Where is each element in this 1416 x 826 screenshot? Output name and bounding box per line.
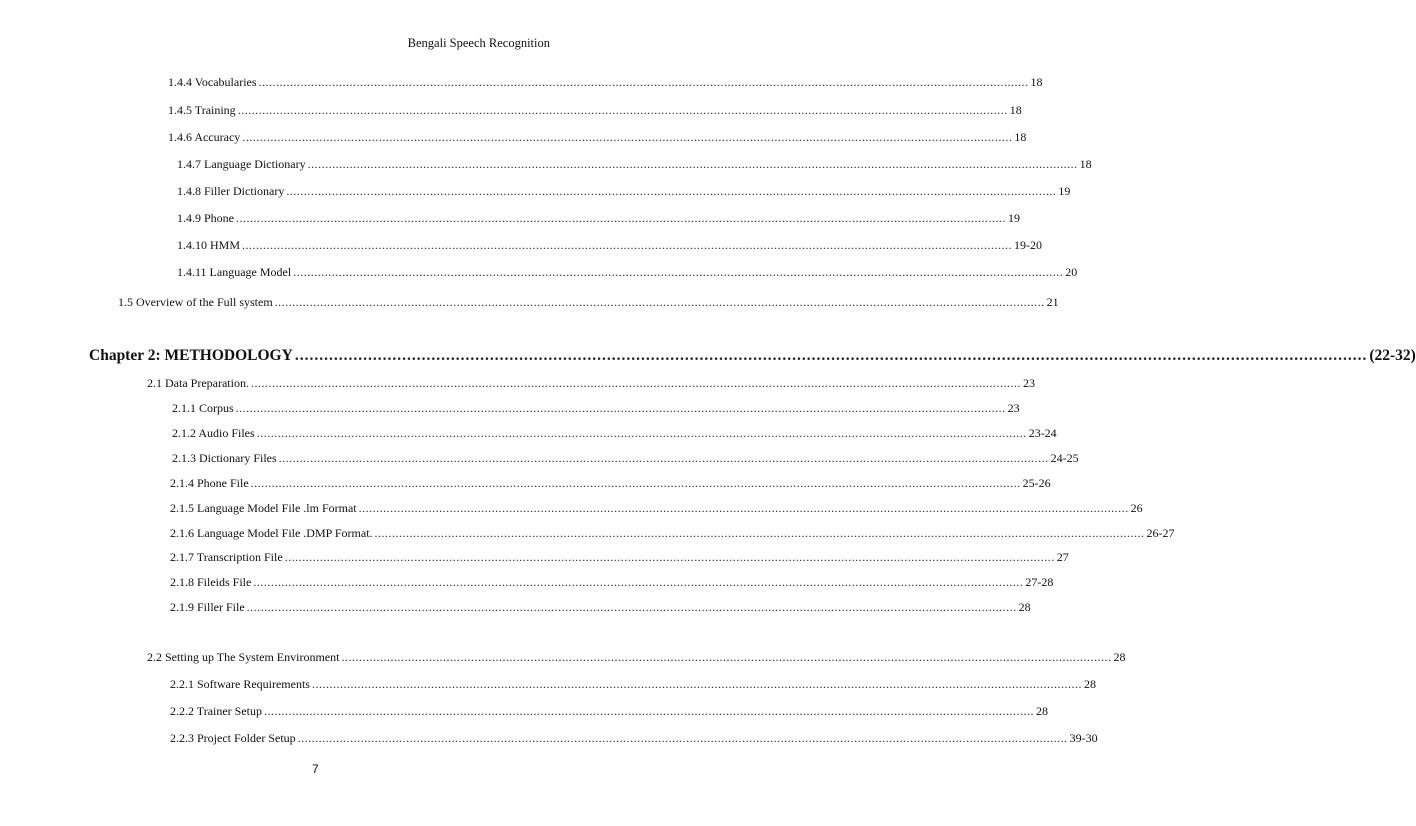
toc-entry-label: 2.2.1 Software Requirements xyxy=(170,677,310,691)
dot-leader: ............................................................................................................................................................................................................................ xyxy=(293,265,1064,279)
dot-leader: ............................................................................................................................................................................................................................ xyxy=(253,575,1024,589)
toc-entry-label: 1.4.4 Vocabularies xyxy=(168,75,257,89)
toc-entry xyxy=(168,130,1027,145)
toc-entry xyxy=(170,550,1069,565)
dot-leader: ............................................................................................................................................................................................................................ xyxy=(358,501,1129,515)
toc-entry-page: 18 xyxy=(1014,130,1027,144)
toc-entry-label: 1.4.6 Accuracy xyxy=(168,130,241,144)
toc-entry-label: 1.4.10 HMM xyxy=(177,238,241,252)
chapter-page-range: (22-32) xyxy=(1369,347,1416,364)
running-header: Bengali Speech Recognition xyxy=(407,36,550,50)
toc-entry-label: 2.1.5 Language Model File .lm Format xyxy=(170,501,357,515)
chapter-title: Chapter 2: METHODOLOGY xyxy=(89,347,293,364)
dot-leader: ............................................................................................................................................................................................................................ xyxy=(374,526,1145,540)
toc-entry-page: 23 xyxy=(1022,376,1035,390)
toc-chapter-heading xyxy=(89,347,1416,365)
toc-entry-page: 19 xyxy=(1058,184,1071,198)
toc-entry-page: 28 xyxy=(1018,600,1031,614)
toc-entry xyxy=(177,211,1020,226)
dot-leader: ............................................................................................................................................................................................................................ xyxy=(307,157,1078,171)
toc-entry xyxy=(170,501,1143,516)
dot-leader: ............................................................................................................................................................................................................................ xyxy=(258,75,1029,89)
toc-entry-page: 18 xyxy=(1030,75,1043,89)
toc-entry-page: 23 xyxy=(1007,401,1020,415)
toc-entry xyxy=(170,600,1031,615)
dot-leader: ............................................................................................................................................................................................................................ xyxy=(256,426,1027,440)
dot-leader: ............................................................................................................................................................................................................................ xyxy=(242,238,1013,252)
dot-leader: ............................................................................................................................................................................................................................ xyxy=(237,103,1008,117)
toc-entry xyxy=(177,265,1078,280)
toc-entry-label: 1.4.11 Language Model xyxy=(177,265,292,279)
toc-entry-page: 18 xyxy=(1079,157,1092,171)
toc-entry xyxy=(177,157,1092,172)
dot-leader: ............................................................................................................................................................................................................................ xyxy=(250,376,1021,390)
toc-entry-label: 1.4.7 Language Dictionary xyxy=(177,157,306,171)
toc-entry-label: 2.1.6 Language Model File .DMP Format. xyxy=(170,526,373,540)
page-number: 7 xyxy=(312,762,319,776)
toc-entry-page: 26 xyxy=(1130,501,1143,515)
dot-leader: ............................................................................................................................................................................................................................ xyxy=(242,130,1013,144)
toc-entry-label: 2.2.2 Trainer Setup xyxy=(170,704,263,718)
dot-leader: ............................................................................................................................................................................................................................ xyxy=(311,677,1082,691)
toc-section-entry xyxy=(147,376,1035,391)
toc-entry xyxy=(172,451,1079,466)
toc-entry-label: 2.2.3 Project Folder Setup xyxy=(170,731,296,745)
toc-entry xyxy=(170,704,1049,719)
dot-leader: ............................................................................................................................................................................................................................ xyxy=(250,476,1021,490)
toc-entry-label: 2.1.7 Transcription File xyxy=(170,550,283,564)
dot-leader: ............................................................................................................................................................................................................................ xyxy=(246,600,1017,614)
toc-entry-label: 2.1.2 Audio Files xyxy=(172,426,255,440)
toc-entry-label: 1.4.9 Phone xyxy=(177,211,234,225)
toc-entry-page: 28 xyxy=(1036,704,1049,718)
toc-entry xyxy=(172,426,1057,441)
toc-entry-label: 2.1 Data Preparation. xyxy=(147,376,249,390)
toc-entry-page: 39-30 xyxy=(1069,731,1098,745)
toc-entry-page: 20 xyxy=(1065,265,1078,279)
toc-entry-page: 18 xyxy=(1009,103,1022,117)
toc-entry-label: 1.5 Overview of the Full system xyxy=(118,295,273,309)
dot-leader: ............................................................................................................................................................................................................................ xyxy=(297,731,1068,745)
toc-entry xyxy=(177,238,1043,253)
toc-entry xyxy=(170,575,1054,590)
toc-entry-page: 25-26 xyxy=(1022,476,1051,490)
toc-entry-page: 26-27 xyxy=(1146,526,1175,540)
dot-leader: ............................................................................................................................................................................................................................ xyxy=(286,184,1057,198)
toc-entry-label: 2.1.1 Corpus xyxy=(172,401,234,415)
toc-entry xyxy=(168,103,1022,118)
toc-section-entry xyxy=(118,295,1059,310)
dot-leader: ............................................................................................................................................................................................................................ xyxy=(294,347,1368,364)
toc-entry-label: 1.4.8 Filler Dictionary xyxy=(177,184,285,198)
toc-entry-page: 27 xyxy=(1056,550,1069,564)
toc-entry-page: 23-24 xyxy=(1028,426,1057,440)
toc-entry-page: 28 xyxy=(1083,677,1096,691)
dot-leader: ............................................................................................................................................................................................................................ xyxy=(264,704,1035,718)
toc-entry xyxy=(170,677,1096,692)
toc-entry-page: 24-25 xyxy=(1050,451,1079,465)
dot-leader: ............................................................................................................................................................................................................................ xyxy=(341,650,1112,664)
dot-leader: ............................................................................................................................................................................................................................ xyxy=(284,550,1055,564)
toc-entry xyxy=(170,476,1051,491)
toc-entry-label: 2.1.8 Fileids File xyxy=(170,575,252,589)
toc-entry xyxy=(168,75,1043,90)
toc-entry-label: 2.2 Setting up The System Environment xyxy=(147,650,340,664)
dot-leader: ............................................................................................................................................................................................................................ xyxy=(274,295,1045,309)
toc-entry-page: 21 xyxy=(1046,295,1059,309)
toc-section-entry xyxy=(147,650,1126,665)
toc-entry-label: 2.1.3 Dictionary Files xyxy=(172,451,277,465)
toc-entry-label: 2.1.9 Filler File xyxy=(170,600,245,614)
toc-entry-label: 1.4.5 Training xyxy=(168,103,236,117)
toc-entry xyxy=(170,731,1098,746)
toc-entry-page: 19-20 xyxy=(1014,238,1043,252)
toc-entry-label: 2.1.4 Phone File xyxy=(170,476,249,490)
toc-entry-page: 19 xyxy=(1008,211,1020,225)
dot-leader: ............................................................................................................................................................................................................................ xyxy=(235,401,1006,415)
toc-entry xyxy=(170,526,1175,541)
toc-entry-page: 27-28 xyxy=(1025,575,1054,589)
toc-entry xyxy=(177,184,1071,199)
toc-entry xyxy=(172,401,1020,416)
dot-leader: ............................................................................................................................................................................................................................ xyxy=(278,451,1049,465)
toc-entry-page: 28 xyxy=(1113,650,1126,664)
dot-leader: ............................................................................................................................................................................................................................ xyxy=(236,211,1006,225)
